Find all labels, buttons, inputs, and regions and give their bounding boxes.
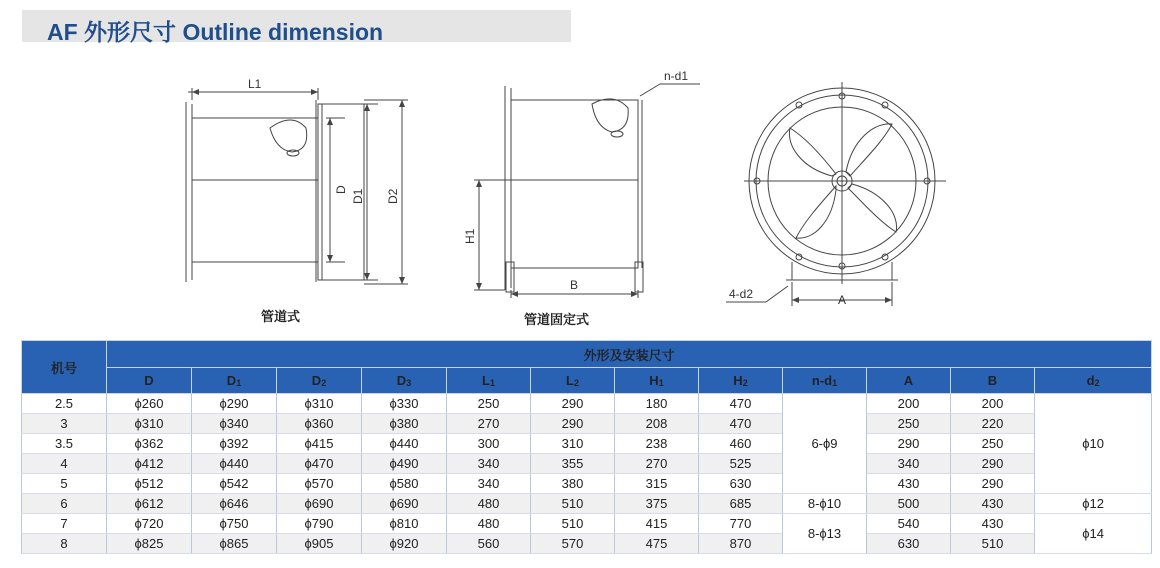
table-cell: 8-ϕ13: [783, 514, 867, 554]
table-cell: ϕ690: [277, 494, 362, 514]
table-cell: 480: [447, 514, 531, 534]
duct-fixed-drawing: [474, 84, 700, 298]
table-cell: ϕ290: [192, 394, 277, 414]
front-view-drawing: [726, 82, 946, 306]
col-header: B: [951, 368, 1035, 394]
table-cell: 270: [447, 414, 531, 434]
table-row: [22, 414, 1152, 434]
table-cell: 4: [22, 454, 107, 474]
label-h1: H1: [463, 228, 477, 244]
table-cell: 180: [615, 394, 699, 414]
caption-duct-fixed: 管道固定式: [524, 312, 590, 327]
table-cell: 200: [867, 394, 951, 414]
col-header: $D_3$: [362, 368, 447, 394]
table-cell: 480: [447, 494, 531, 514]
table-cell: 270: [615, 454, 699, 474]
table-cell: 510: [951, 534, 1035, 554]
table-cell: 290: [531, 394, 615, 414]
table-cell: ϕ260: [107, 394, 192, 414]
table-cell: 415: [615, 514, 699, 534]
table-cell: ϕ14: [1035, 514, 1152, 554]
table-cell: 310: [531, 434, 615, 454]
table-cell: 685: [699, 494, 783, 514]
table-cell: 8: [22, 534, 107, 554]
table-cell: ϕ415: [277, 434, 362, 454]
spec-table: [21, 340, 1152, 554]
label-4-d2: 4-d2: [729, 287, 754, 301]
table-cell: ϕ310: [277, 394, 362, 414]
table-cell: 250: [867, 414, 951, 434]
table-cell: 3: [22, 414, 107, 434]
table-cell: 3.5: [22, 434, 107, 454]
table-cell: 6: [22, 494, 107, 514]
table-cell: ϕ690: [362, 494, 447, 514]
table-cell: ϕ412: [107, 454, 192, 474]
table-cell: ϕ310: [107, 414, 192, 434]
table-cell: 430: [951, 494, 1035, 514]
col-header: $H_1$: [615, 368, 699, 394]
table-cell: ϕ362: [107, 434, 192, 454]
table-cell: 475: [615, 534, 699, 554]
table-cell: ϕ905: [277, 534, 362, 554]
table-cell: 250: [951, 434, 1035, 454]
table-cell: ϕ810: [362, 514, 447, 534]
table-cell: 2.5: [22, 394, 107, 414]
table-cell: 560: [447, 534, 531, 554]
table-cell: ϕ612: [107, 494, 192, 514]
table-cell: ϕ570: [277, 474, 362, 494]
table-cell: ϕ720: [107, 514, 192, 534]
table-cell: 290: [531, 414, 615, 434]
table-cell: ϕ512: [107, 474, 192, 494]
table-cell: 510: [531, 494, 615, 514]
caption-duct: 管道式: [261, 309, 301, 324]
table-cell: ϕ440: [362, 434, 447, 454]
table-cell: ϕ750: [192, 514, 277, 534]
table-cell: 570: [531, 534, 615, 554]
table-cell: 300: [447, 434, 531, 454]
table-row: [22, 534, 1152, 554]
table-cell: 500: [867, 494, 951, 514]
table-cell: 8-ϕ10: [783, 494, 867, 514]
col-header: $n-d_1$: [783, 368, 867, 394]
table-cell: ϕ920: [362, 534, 447, 554]
table-cell: 430: [951, 514, 1035, 534]
label-l1: L1: [248, 77, 262, 91]
table-cell: ϕ340: [192, 414, 277, 434]
col-header: D: [107, 368, 192, 394]
col-header: A: [867, 368, 951, 394]
table-cell: 290: [951, 474, 1035, 494]
col-header: $D_1$: [192, 368, 277, 394]
table-cell: ϕ646: [192, 494, 277, 514]
table-cell: 630: [867, 534, 951, 554]
table-cell: 340: [447, 454, 531, 474]
table-cell: 770: [699, 514, 783, 534]
label-n-d1: n-d1: [664, 69, 689, 83]
table-cell: ϕ392: [192, 434, 277, 454]
table-row: [22, 454, 1152, 474]
label-d: D: [334, 185, 348, 194]
table-cell: 460: [699, 434, 783, 454]
table-cell: 238: [615, 434, 699, 454]
table-cell: 355: [531, 454, 615, 474]
table-cell: 375: [615, 494, 699, 514]
table-body: [22, 394, 1152, 554]
table-row: [22, 434, 1152, 454]
table-cell: ϕ360: [277, 414, 362, 434]
col-header: $D_2$: [277, 368, 362, 394]
label-d1: D1: [351, 188, 365, 204]
page-title: AF 外形尺寸 Outline dimension: [47, 19, 384, 45]
table-cell: 200: [951, 394, 1035, 414]
table-cell: 220: [951, 414, 1035, 434]
table-cell: 5: [22, 474, 107, 494]
table-cell: ϕ542: [192, 474, 277, 494]
header-model: 机号: [22, 341, 107, 394]
col-header: $H_2$: [699, 368, 783, 394]
table-cell: 510: [531, 514, 615, 534]
table-cell: 7: [22, 514, 107, 534]
duct-type-drawing: [186, 88, 408, 284]
label-d2: D2: [386, 188, 400, 204]
table-cell: 315: [615, 474, 699, 494]
table-cell: 6-ϕ9: [783, 394, 867, 494]
table-cell: ϕ470: [277, 454, 362, 474]
table-cell: 340: [447, 474, 531, 494]
table-cell: ϕ12: [1035, 494, 1152, 514]
table-row: [22, 514, 1152, 534]
col-header: $d_2$: [1035, 368, 1152, 394]
table-row: [22, 394, 1152, 414]
table-cell: 470: [699, 394, 783, 414]
table-cell: ϕ330: [362, 394, 447, 414]
label-a: A: [838, 293, 847, 307]
table-cell: ϕ580: [362, 474, 447, 494]
table-cell: 525: [699, 454, 783, 474]
table-cell: 540: [867, 514, 951, 534]
table-cell: ϕ790: [277, 514, 362, 534]
label-b: B: [570, 278, 579, 292]
table-cell: 290: [867, 434, 951, 454]
table-cell: 870: [699, 534, 783, 554]
col-header: $L_2$: [531, 368, 615, 394]
table-cell: 290: [951, 454, 1035, 474]
table-cell: 340: [867, 454, 951, 474]
table-cell: 470: [699, 414, 783, 434]
table-cell: ϕ825: [107, 534, 192, 554]
header-group: 外形及安装尺寸: [107, 341, 1152, 368]
table-cell: 430: [867, 474, 951, 494]
table-cell: 630: [699, 474, 783, 494]
table-cell: ϕ440: [192, 454, 277, 474]
table-cell: 208: [615, 414, 699, 434]
table-row: [22, 494, 1152, 514]
table-cell: ϕ10: [1035, 394, 1152, 494]
table-cell: ϕ490: [362, 454, 447, 474]
table-cell: ϕ865: [192, 534, 277, 554]
table-cell: 380: [531, 474, 615, 494]
table-cell: ϕ380: [362, 414, 447, 434]
col-header: $L_1$: [447, 368, 531, 394]
table-cell: 250: [447, 394, 531, 414]
table-row: [22, 474, 1152, 494]
